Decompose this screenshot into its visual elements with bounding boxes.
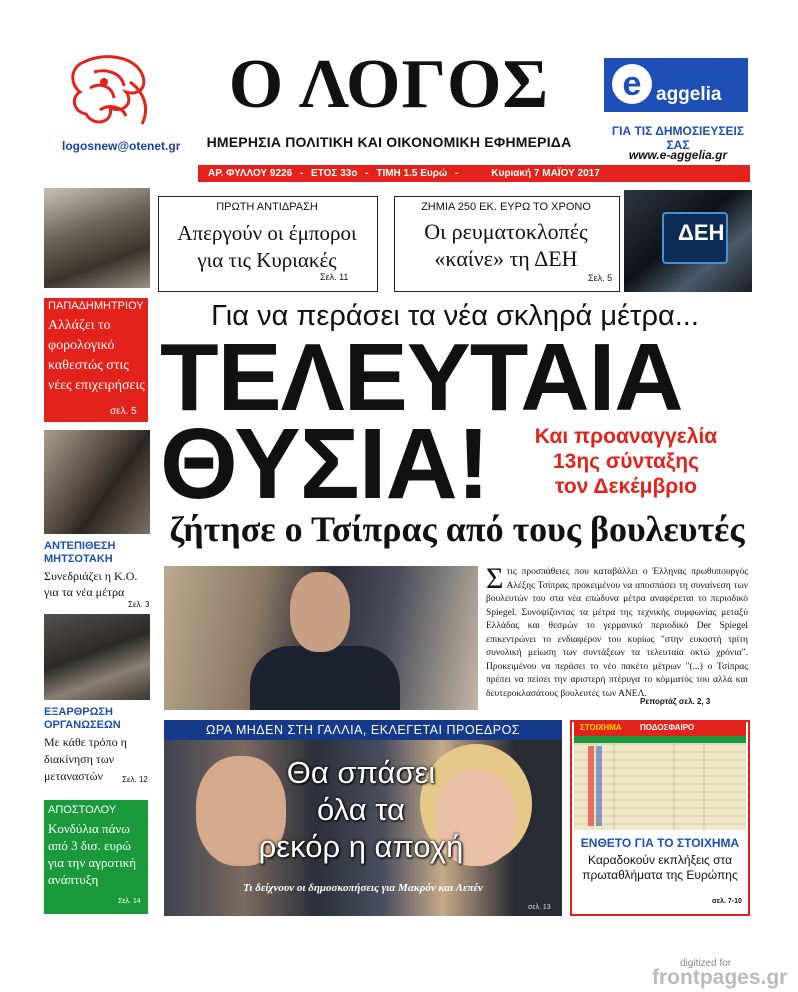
sidebar-kicker: ΠΑΠΑΔΗΜΗΤΡΙΟΥ xyxy=(48,300,144,312)
sidebar-headline[interactable]: Με κάθε τρόπο η διακίνηση των μεταναστών xyxy=(44,735,127,783)
france-headline-line: όλα τα xyxy=(317,792,405,827)
betting-tab: ΠΟΔΟΣΦΑΙΡΟ xyxy=(640,723,695,732)
sidebar-headline: Κονδύλια πάνω από 3 δισ. ευρώ για την αγροτική ανάπτυξη xyxy=(48,821,137,887)
watermark-line1: digitized for xyxy=(680,958,732,969)
contact-email[interactable]: logosnew@otenet.gr xyxy=(62,139,181,153)
story-kicker: ΠΡΩΤΗ ΑΝΤΙΔΡΑΣΗ xyxy=(216,201,318,213)
lead-headline-line2[interactable]: ΘΥΣΙΑ! xyxy=(160,408,490,520)
sidebar-page-ref: σελ. 5 xyxy=(110,406,137,417)
story-headline xyxy=(396,218,616,272)
lead-kicker: Για να περάσει τα νέα σκληρά μέτρα... xyxy=(211,300,699,332)
sidebar-page-ref: Σελ. 12 xyxy=(122,775,148,784)
subheadline-line: τον Δεκέμβριο xyxy=(555,475,697,498)
story-headline-line: Απεργούν οι έμποροι xyxy=(177,221,357,245)
sidebar-page-ref: Σελ. 14 xyxy=(118,898,141,905)
lead-subheadline xyxy=(508,424,744,499)
newspaper-logo-figure xyxy=(64,52,160,134)
france-headline-line: ρεκόρ η αποχή xyxy=(258,829,464,864)
story-kicker: ΖΗΜΙΑ 250 ΕΚ. ΕΥΡΩ ΤΟ ΧΡΟΝΟ xyxy=(421,201,591,213)
ad-tagline: ΓΙΑ ΤΙΣ ΔΗΜΟΣΙΕΥΣΕΙΣ ΣΑΣ xyxy=(611,124,745,152)
story-headline-line: για τις Κυριακές xyxy=(197,248,337,272)
story-headline xyxy=(160,220,374,274)
story-page-ref: Σελ. 11 xyxy=(320,272,349,282)
betting-headline-line: πρωταθλήματα της Ευρώπης xyxy=(582,868,738,882)
france-headline[interactable] xyxy=(196,754,526,865)
lead-headline-line1[interactable]: ΤΕΛΕΥΤΑΙΑ xyxy=(160,324,683,431)
dropcap: Σ xyxy=(486,562,504,595)
betting-headline xyxy=(574,853,746,883)
betting-sheet-image xyxy=(574,722,746,830)
photo-figure-suit xyxy=(250,646,400,710)
masthead-subtitle: ΗΜΕΡΗΣΙΑ ΠΟΛΙΤΙΚΗ ΚΑΙ ΟΙΚΟΝΟΜΙΚΗ ΕΦΗΜΕΡΙΔΑ xyxy=(206,134,572,150)
masthead-title: Ο ΛΟΓΟΣ xyxy=(228,46,550,123)
lead-body-text xyxy=(486,562,748,701)
betting-brand: ΣΤΟΙΧΗΜΑ xyxy=(580,723,622,732)
france-banner: ΩΡΑ ΜΗΔΕΝ ΣΤΗ ΓΑΛΛΙΑ, ΕΚΛΕΓΕΤΑΙ ΠΡΟΕΔΡΟΣ xyxy=(164,720,562,740)
watermark-site[interactable]: frontpages.gr xyxy=(652,966,788,989)
story-page-ref: Σελ. 5 xyxy=(588,273,613,283)
sidebar-kicker: ΑΠΟΣΤΟΛΟΥ xyxy=(48,804,117,816)
story-headline-line: «καίνε» τη ΔΕΗ xyxy=(434,246,578,271)
ad-e-logo-icon: e xyxy=(612,64,652,104)
betting-page-ref: σελ. 7-10 xyxy=(712,898,742,905)
sidebar-kicker: ΕΞΑΡΘΡΩΣΗ ΟΡΓΑΝΩΣΕΩΝ xyxy=(44,706,121,731)
ad-url[interactable]: www.e-aggelia.gr xyxy=(628,148,728,162)
issue-year: ΕΤΟΣ 33ο xyxy=(311,168,358,179)
issue-date: Κυριακή 7 ΜΑΪΟΥ 2017 xyxy=(491,168,600,179)
issue-price: ΤΙΜΗ 1.5 Ευρώ xyxy=(376,168,448,179)
sidebar-headline[interactable]: Συνεδριάζει η Κ.Ο. για τα νέα μέτρα xyxy=(44,569,138,599)
betting-headline-line: Καραδοκούν εκπλήξεις στα xyxy=(587,853,733,867)
body-paragraph: τις προσπάθειες που καταβάλλει ο Έλληνας πρωθυπουργός Αλέξης Τσίπρας προκειμένου να αποσπάσει τη συναίνεση των βουλευτών του στα νέα επώδυνα μέτρα αναφέρεται το περιοδικό Spiegel. Συνοψίζοντας τα μέτρα της τεχνικής συμφωνίας μεταξύ Ελλάδας και θεσμών το γερμανικό περιοδικό Der Spiegel επικεντρώνει το ενδιαφέρον του κυρίως "στην ευκοστή τρίτη συνολική μείωση των συντάξεων τα τελευταία οκτώ χρόνια". Προκειμένου να περάσει το νέο πακέτο μέτρων "(...) ο Τσίπρας πρέπει να πείσει την αριστερή πτέρυγα το κόμματός του αλλά και δευτεροκλασάτους βουλευτές των ΑΝΕΛ. xyxy=(486,567,748,699)
sidebar-page-ref: Σελ. 3 xyxy=(128,600,150,609)
lead-deck: ζήτησε ο Τσίπρας από τους βουλευτές xyxy=(169,509,745,549)
betting-table-icon xyxy=(574,722,746,830)
mitsotakis-photo xyxy=(44,430,150,534)
betting-title: ΕΝΘΕΤΟ ΓΙΑ ΤΟ ΣΤΟΙΧΗΜΑ xyxy=(580,836,740,850)
france-caption: Τι δείχνουν οι δημοσκοπήσεις για Μακρόν και Λεπέν xyxy=(243,882,483,894)
deh-logo-icon: ΔΕΗ xyxy=(678,220,725,245)
migrants-photo xyxy=(44,614,150,700)
street-photo xyxy=(44,188,150,288)
lead-page-ref: Ρεπορτάζ σελ. 2, 3 xyxy=(640,697,711,706)
sidebar-headline: Αλλάζει το φορολογικό καθεστώς στις νέες επιχειρήσεις xyxy=(48,318,145,393)
subheadline-line: Και προαναγγελία xyxy=(534,425,718,448)
france-page-ref: σελ. 13 xyxy=(528,904,551,911)
story-headline-line: Οι ρευματοκλοπές xyxy=(424,219,588,244)
france-headline-line: Θα σπάσει xyxy=(286,755,436,790)
subheadline-line: 13ης σύνταξης xyxy=(552,450,699,473)
issue-number: ΑΡ. ΦΥΛΛΟΥ 9226 xyxy=(208,168,293,179)
ad-brand: aggelia xyxy=(656,84,722,105)
sidebar-kicker: ΑΝΤΕΠΙΘΕΣΗ ΜΗΤΣΟΤΑΚΗ xyxy=(44,540,116,565)
issue-info-bar: ΑΡ. ΦΥΛΛΟΥ 9226 - ΕΤΟΣ 33ο - ΤΙΜΗ 1.5 Ευρώ - Κυριακή 7 ΜΑΪΟΥ 2017 xyxy=(198,165,750,182)
photo-figure-face xyxy=(290,572,350,652)
